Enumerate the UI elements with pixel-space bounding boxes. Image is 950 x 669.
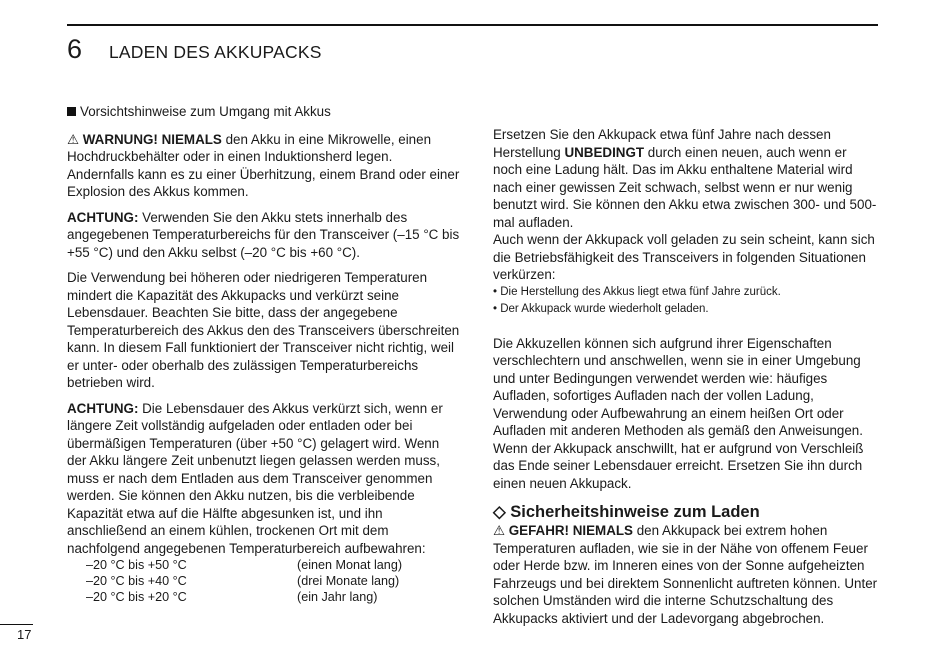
warning-paragraph: ⚠ WARNUNG! NIEMALS den Akku in eine Mikrowelle, einen Hochdruckbehälter oder in einen Induktionsherd legen. Andernfalls kann es zu einer Überhitzung, einem Brand oder einer Explosion des Akkus kommen. [67,131,460,199]
danger-icon: ⚠ [493,523,506,538]
header-rule [67,24,878,26]
page-number-rule [0,624,33,625]
caution-paragraph-1: ACHTUNG: Verwenden Sie den Akku stets innerhalb des angegebenen Temperaturbereichs für den Transceiver (–15 °C bis +55 °C) und den Akku selbst (–20 °C bis +60 °C). [67,209,460,260]
body-paragraph-1: Die Verwendung bei höheren oder niedrigeren Temperaturen mindert die Kapazität des Akkupacks und verkürzt seine Lebensdauer. Beachten Sie bitte, dass der angegebene Temperaturbereich des Akkus den des Transceivers überschreiten kann. In diesem Fall funktioniert der Transceiver nicht richtig, weil er unter- oder oberhalb des zulässigen Temperaturbereichs betrieben wird. [67,270,460,390]
section-header: Vorsichtshinweise zum Umgang mit Akkus [67,103,462,121]
danger-paragraph: ⚠ GEFAHR! NIEMALS den Akkupack bei extrem hohen Temperaturen aufladen, wie sie in der Nähe von offenem Feuer oder Herde bzw. im Inneren eines von der Sonne aufgeheizten Fahrzeugs und bei direktem Sonnenlicht auftreten können. Unter solchen Umständen wird die interne Schutzschaltung des Akkupacks aktiviert und der Ladevorgang abgebrochen. [493,523,878,626]
list-item: • Der Akkupack wurde wiederholt geladen. [493,302,709,315]
left-column [67,103,462,605]
warning-icon: ⚠ [67,131,80,147]
chapter-number: 6 [67,34,83,64]
temperature-list [67,557,462,605]
list-item: • Die Herstellung des Akkus liegt etwa fünf Jahre zurück. [493,285,781,298]
chapter-title: LADEN DES AKKUPACKS [109,42,322,62]
list-item: –20 °C bis +40 °C (drei Monate lang) [86,574,400,588]
replace-paragraph: Ersetzen Sie den Akkupack etwa fünf Jahre nach dessen Herstellung UNBEDINGT durch einen neuen, auch wenn er noch eine Ladung hält. Das im Akku enthaltene Material wird nach einer gewissen Zeit schwach, selbst wenn er nur wenig benutzt wird. Sie können den Akku etwa zwischen 300- und 500-mal aufladen. [493,127,877,230]
section-title: ◇ Sicherheitshinweise zum Laden [493,503,760,521]
body-paragraph-2: Auch wenn der Akkupack voll geladen zu sein scheint, kann sich die Betriebsfähigkeit des Transceivers in folgenden Situationen verkürzen: [493,232,875,282]
square-bullet-icon [67,107,76,116]
list-item: –20 °C bis +50 °C (einen Monat lang) [86,558,403,572]
right-column [493,126,878,627]
page-number: 17 [17,627,32,642]
body-paragraph-3: Die Akkuzellen können sich aufgrund ihrer Eigenschaften verschlechtern und anschwellen, wenn sie in einer Umgebung und unter Bedingungen verwendet werden wie: häufiges Aufladen, sofortiges Aufladen nach der vollen Ladung, Verwendung oder Aufbewahrung an einem heißen Ort oder Aufladen mit anderen Methoden als gemäß den Anweisungen. Wenn der Akkupack anschwillt, hat er aufgrund von Verschleiß das Ende seiner Lebensdauer erreicht. Ersetzen Sie ihn durch einen neuen Akkupack. [493,335,864,491]
caution-paragraph-2: ACHTUNG: Die Lebensdauer des Akkus verkürzt sich, wenn er längere Zeit vollständig aufgeladen oder entladen oder bei übermäßigen Temperaturen (über +50 °C) gelagert wird. Wenn der Akku längere Zeit unbenutzt liegen gelassen werden muss, muss er nach dem Entladen aus dem Transceiver genommen werden. Sie können den Akku nutzen, bis die verbleibende Kapazität etwa auf die Hälfte abgesunken ist, und ihn anschließend an einem kühlen, trockenen Ort mit dem nachfolgend angegebenen Temperaturbereich aufbewahren: [67,400,443,556]
bullet-list [493,284,878,318]
list-item: –20 °C bis +20 °C (ein Jahr lang) [86,590,378,604]
